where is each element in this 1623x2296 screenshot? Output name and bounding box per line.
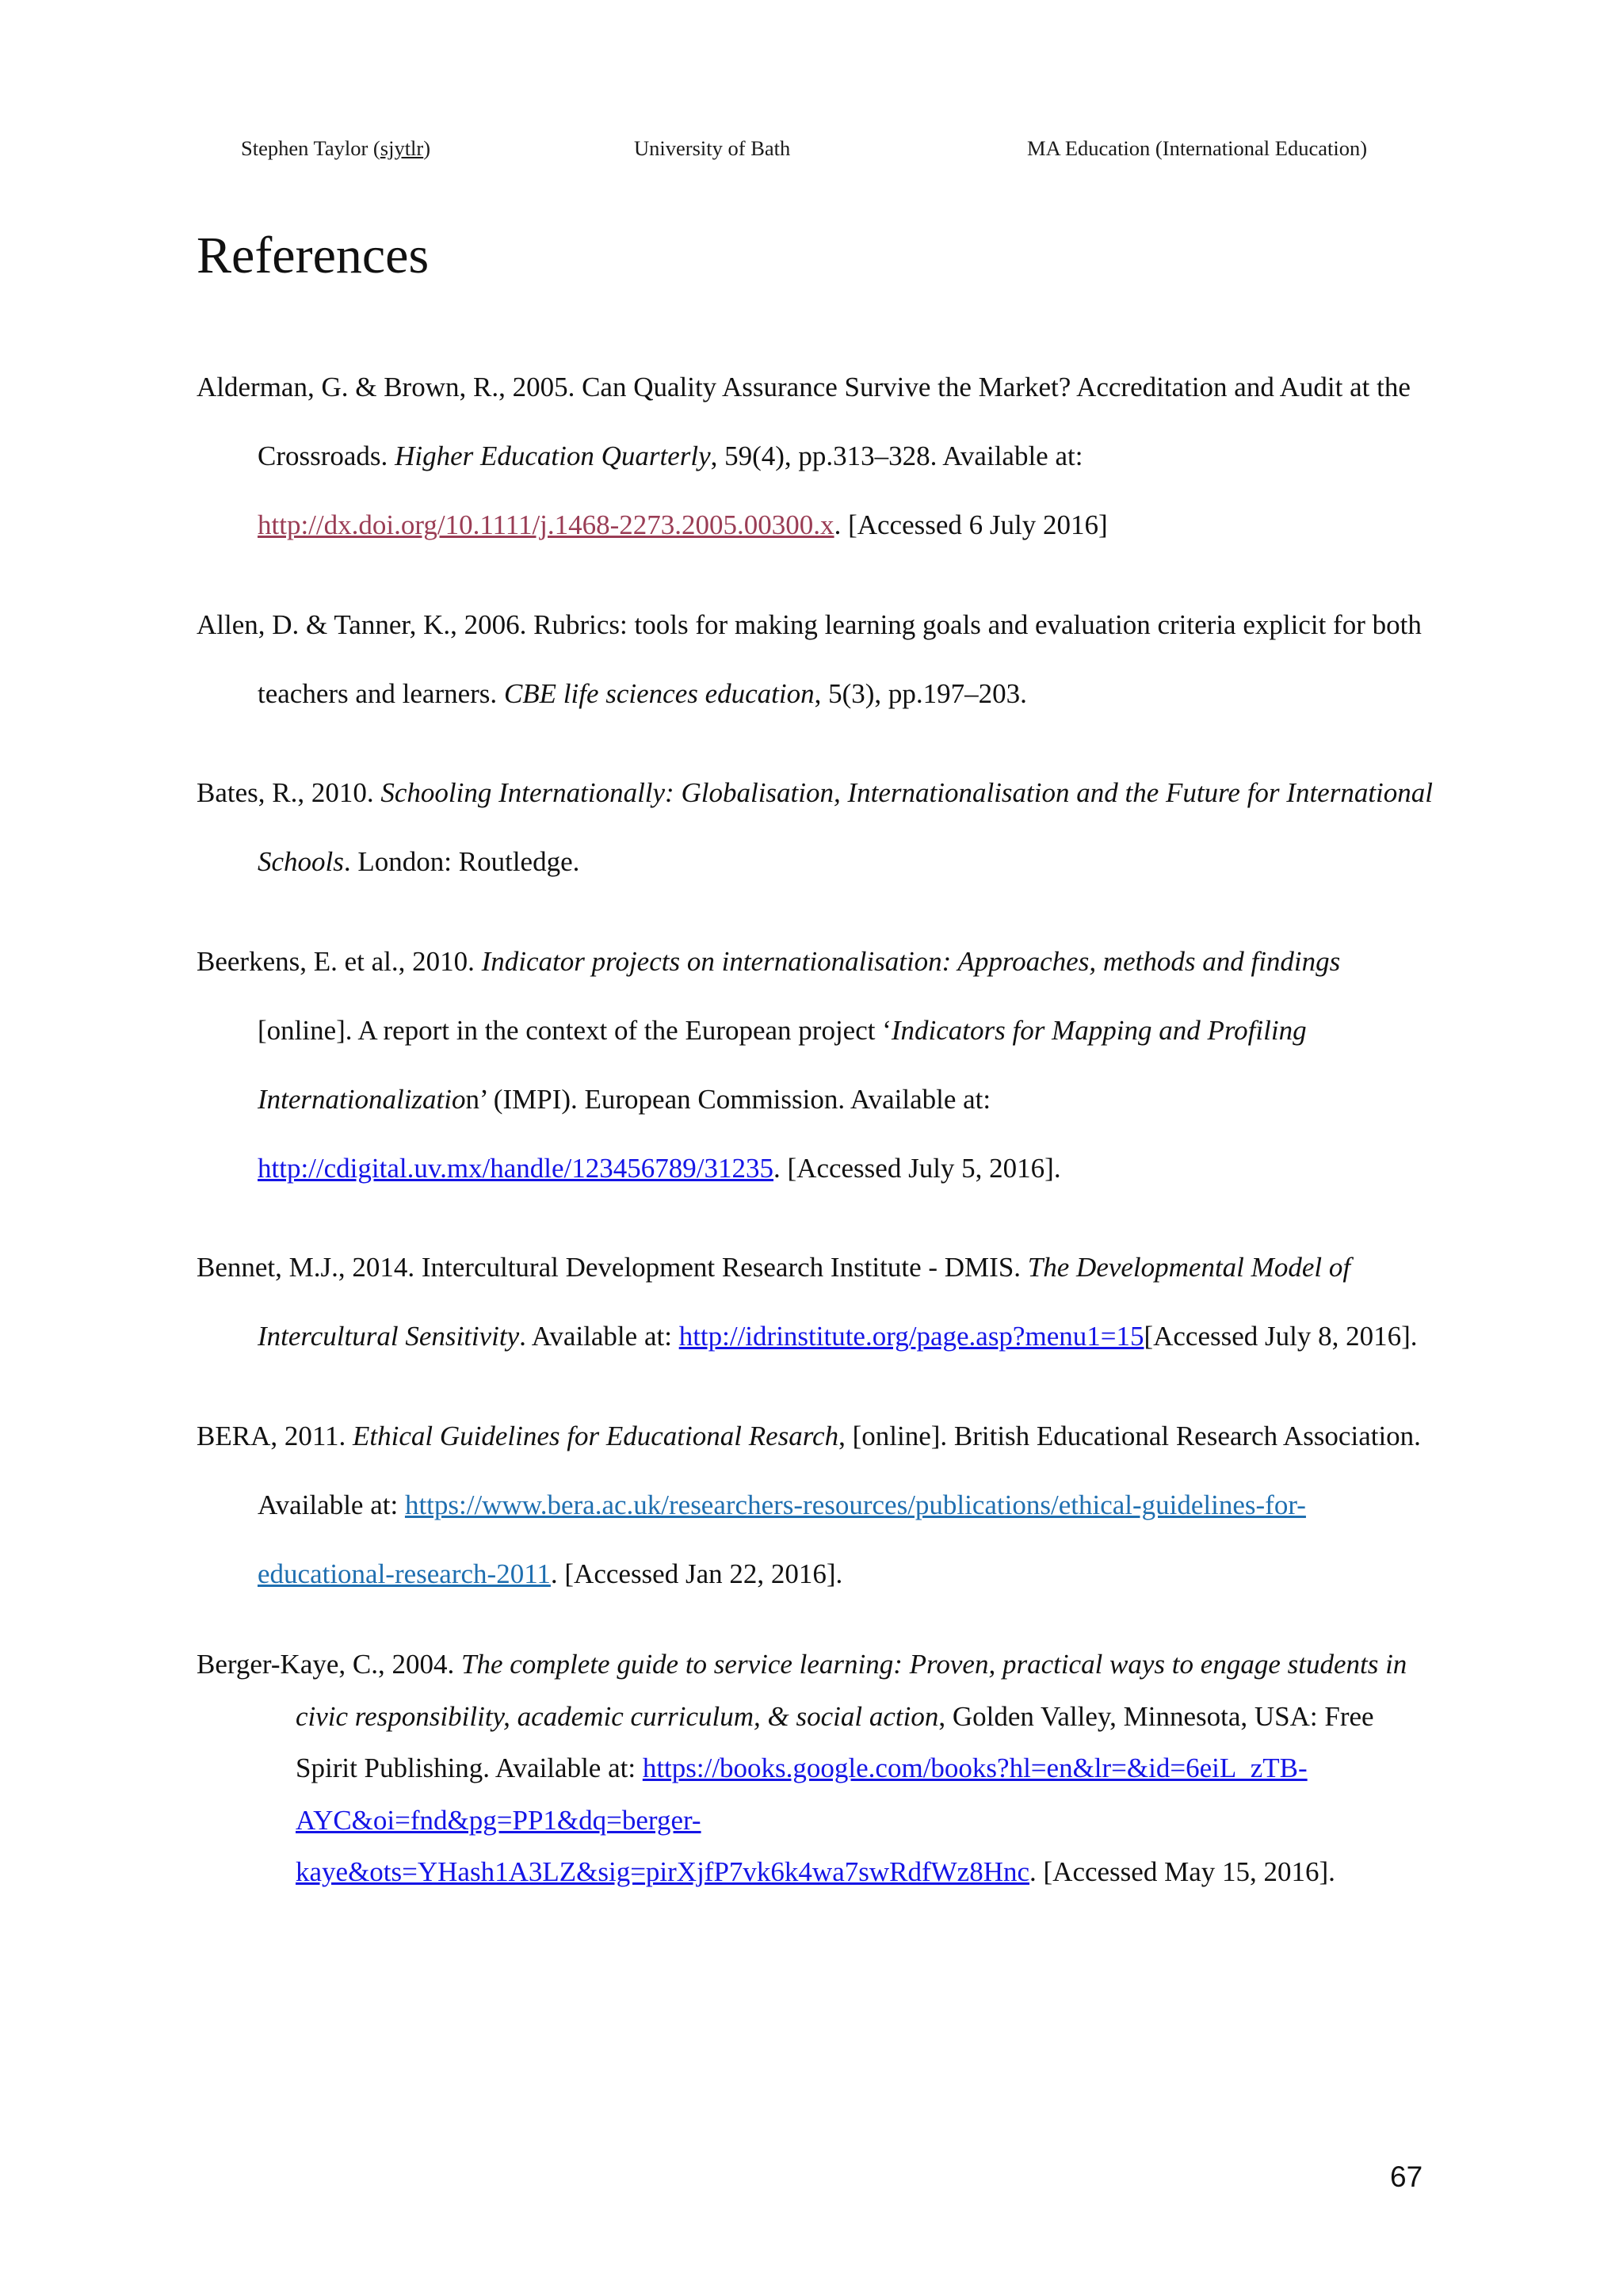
reference-link[interactable]: http://cdigital.uv.mx/handle/123456789/31235: [258, 1152, 774, 1184]
reference-link[interactable]: https://books.google.com/books?hl=en&lr=&id=6eiL_zTB-AYC&oi=fnd&pg=PP1&dq=berger-kaye&ots=YHash1A3LZ&sig=pirXjfP7vk6k4wa7swRdfWz8Hnc: [296, 1753, 1308, 1888]
reference-link[interactable]: https://www.bera.ac.uk/researchers-resources/publications/ethical-guidelines-for-educational-research-2011: [258, 1489, 1306, 1589]
reference-bennet: [197, 1233, 1433, 1371]
reference-text: Berger-Kaye, C., 2004.: [197, 1649, 461, 1680]
reference-allen: [197, 590, 1433, 728]
reference-text: . London: Routledge.: [343, 846, 580, 877]
reference-bera: [197, 1402, 1433, 1608]
reference-text: Bates, R., 2010.: [197, 777, 381, 808]
reference-link[interactable]: http://idrinstitute.org/page.asp?menu1=15: [678, 1321, 1144, 1352]
reference-title: Ethical Guidelines for Educational Resarch: [353, 1420, 839, 1451]
reference-link[interactable]: http://dx.doi.org/10.1111/j.1468-2273.2005.00300.x: [258, 509, 834, 540]
header-author-suffix: ): [423, 136, 431, 160]
reference-book-title: Schooling Internationally: Globalisation, Internationalisation and the Future for International Schools: [258, 777, 1434, 877]
header-course: MA Education (International Education): [1027, 136, 1368, 160]
reference-berger-kaye: [197, 1638, 1433, 1898]
reference-title: The Developmental Model of Intercultural Sensitivity: [258, 1252, 1351, 1352]
reference-journal: Higher Education Quarterly: [395, 441, 711, 471]
reference-text: Bennet, M.J., 2014. Intercultural Development Research Institute - DMIS.: [197, 1252, 1028, 1283]
reference-text: , Golden Valley, Minnesota, USA: Free Spirit Publishing. Available at:: [296, 1700, 1374, 1784]
reference-accessed: . [Accessed July 5, 2016].: [773, 1152, 1061, 1184]
reference-project-title: Indicators for Mapping and Profiling Internationalizatio: [258, 1014, 1307, 1115]
reference-alderman: [197, 353, 1433, 559]
reference-text: , 59(4), pp.313–328. Available at:: [710, 441, 1083, 471]
reference-text: . Available at:: [519, 1321, 679, 1352]
reference-report-title: Indicator projects on internationalisation: Approaches, methods and findings: [481, 945, 1341, 977]
reference-text: Alderman, G. & Brown, R., 2005. Can Quality Assurance Survive the Market? Accreditation and Audit at the Crossroads.: [197, 372, 1411, 471]
header-university: University of Bath: [634, 136, 791, 160]
reference-accessed: . [Accessed May 15, 2016].: [1029, 1856, 1335, 1888]
page-title: References: [197, 227, 430, 284]
reference-text: [online]. A report in the context of the European project ‘: [258, 1014, 892, 1046]
reference-accessed: . [Accessed 6 July 2016]: [834, 509, 1108, 540]
reference-list: [197, 353, 1433, 1928]
reference-journal: CBE life sciences education: [503, 677, 815, 709]
reference-text: , [online]. British Educational Research Association. Available at:: [258, 1420, 1421, 1520]
header-author-id: sjytlr: [380, 136, 424, 160]
reference-beerkens: [197, 927, 1433, 1203]
reference-text: Beerkens, E. et al., 2010.: [197, 945, 482, 977]
reference-bates: [197, 758, 1433, 896]
page-number: 67: [1390, 2161, 1423, 2193]
reference-accessed: . [Accessed Jan 22, 2016].: [550, 1558, 843, 1589]
reference-book-title: The complete guide to service learning: Proven, practical ways to engage students in civic responsibility, academic curriculum, & social action: [296, 1649, 1407, 1732]
reference-text: BERA, 2011.: [197, 1420, 353, 1451]
reference-text: , 5(3), pp.197–203.: [814, 677, 1027, 709]
header-author: [241, 136, 430, 161]
reference-accessed: [Accessed July 8, 2016].: [1144, 1321, 1418, 1352]
reference-text: Allen, D. & Tanner, K., 2006. Rubrics: tools for making learning goals and evaluation criteria explicit for both teachers and learners.: [197, 608, 1422, 709]
running-header: [241, 136, 1382, 168]
header-author-name: Stephen Taylor (: [241, 136, 380, 160]
reference-text: n’ (IMPI). European Commission. Available at:: [465, 1083, 991, 1115]
